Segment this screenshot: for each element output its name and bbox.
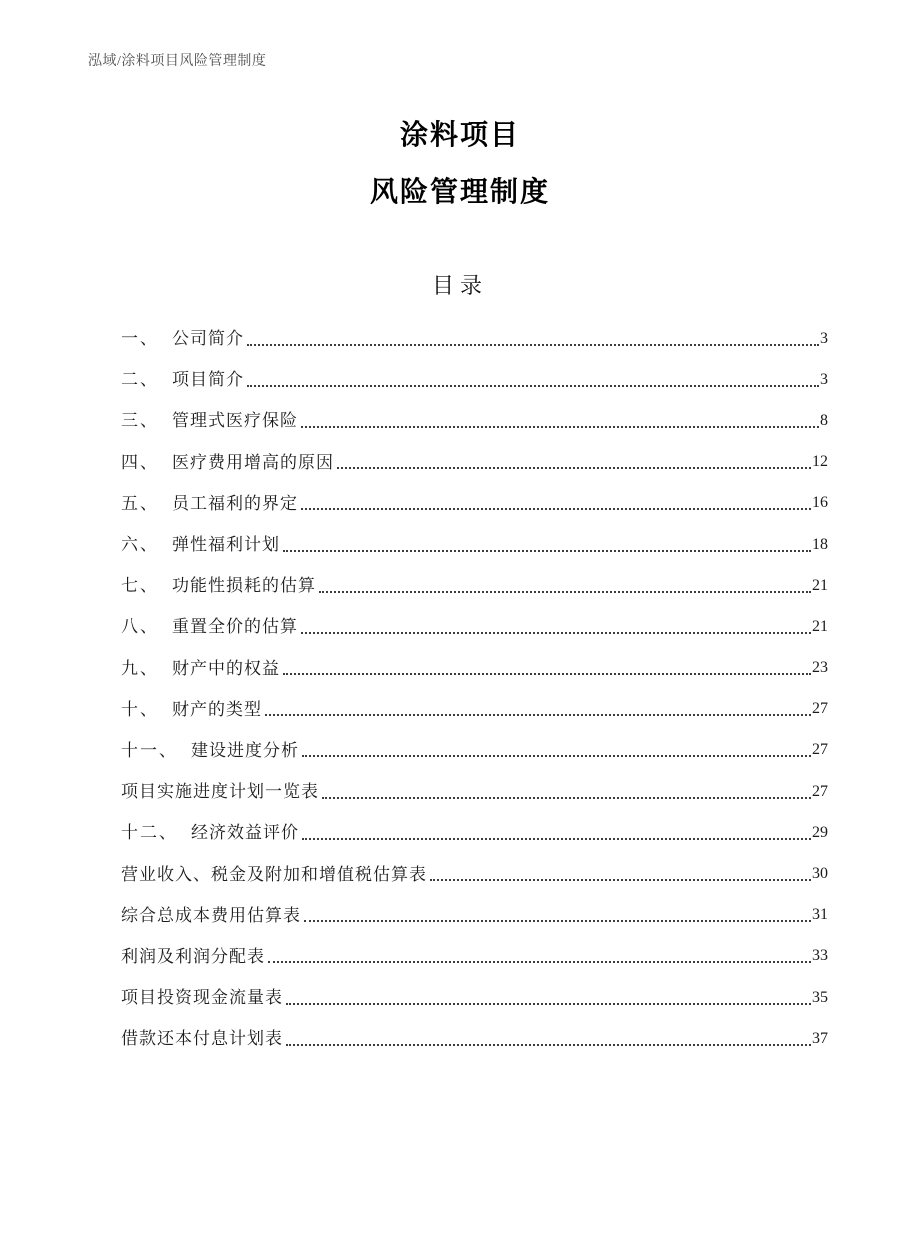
toc-leader-dots (283, 550, 811, 552)
toc-entry-number: 二、 (121, 370, 159, 390)
toc-entry-page: 16 (812, 494, 828, 512)
toc-entry-label: 公司简介 (172, 329, 244, 349)
toc-entry[interactable] (121, 936, 828, 977)
toc-leader-dots (265, 714, 811, 716)
toc-entry-number: 十二、 (121, 823, 178, 843)
toc-entry-page: 27 (812, 700, 828, 718)
toc-entry-page: 33 (812, 947, 828, 965)
toc-entry-page: 8 (820, 411, 828, 429)
toc-entry-label: 项目简介 (172, 370, 244, 390)
toc-entry[interactable] (121, 771, 828, 812)
toc-entry[interactable] (121, 977, 828, 1018)
toc-entry-page: 27 (812, 741, 828, 759)
toc-entry-label: 功能性损耗的估算 (172, 576, 316, 596)
toc-entry[interactable] (121, 853, 828, 894)
toc-leader-dots (247, 385, 819, 387)
toc-entry-page: 12 (812, 453, 828, 471)
toc-entry-label: 财产的类型 (172, 699, 262, 719)
toc-leader-dots (430, 879, 811, 881)
toc-entry-label: 综合总成本费用估算表 (121, 905, 301, 925)
toc-entry-number: 九、 (121, 658, 159, 678)
toc-entry[interactable] (121, 895, 828, 936)
toc-entry[interactable] (121, 400, 828, 441)
toc-entry-label: 利润及利润分配表 (121, 946, 265, 966)
toc-title: 目录 (431, 273, 488, 298)
document-title-line1: 涂料项目 (399, 119, 520, 150)
toc-entry[interactable] (121, 318, 828, 359)
toc-entry-page: 21 (812, 576, 828, 594)
toc-entry-page: 29 (812, 823, 828, 841)
toc-entry-label: 项目实施进度计划一览表 (121, 782, 319, 802)
toc-leader-dots (301, 508, 811, 510)
toc-entry[interactable] (121, 648, 828, 689)
toc-entry[interactable] (121, 689, 828, 730)
toc-entry-number: 七、 (121, 576, 159, 596)
toc-entry-number: 十、 (121, 699, 159, 719)
toc-entry-page: 23 (812, 659, 828, 677)
toc-entry-label: 重置全价的估算 (172, 617, 298, 637)
toc-entry[interactable] (121, 524, 828, 565)
toc-entry-page: 27 (812, 782, 828, 800)
toc-entry[interactable] (121, 606, 828, 647)
document-header: 泓域/涂料项目风险管理制度 (88, 54, 267, 69)
toc-entry[interactable] (121, 812, 828, 853)
toc-entry-label: 弹性福利计划 (172, 535, 280, 555)
toc-entry-label: 建设进度分析 (191, 740, 299, 760)
toc-entry-number: 四、 (121, 452, 159, 472)
table-of-contents (121, 318, 828, 1059)
toc-leader-dots (322, 797, 811, 799)
toc-leader-dots (301, 426, 819, 428)
toc-entry-number: 八、 (121, 617, 159, 637)
toc-entry-number: 一、 (121, 329, 159, 349)
toc-leader-dots (302, 838, 811, 840)
toc-leader-dots (302, 755, 811, 757)
toc-entry-number: 十一、 (121, 740, 178, 760)
toc-entry[interactable] (121, 442, 828, 483)
toc-leader-dots (286, 1003, 811, 1005)
toc-entry-number: 五、 (121, 493, 159, 513)
toc-leader-dots (319, 591, 811, 593)
toc-leader-dots (304, 920, 811, 922)
toc-entry-label: 员工福利的界定 (172, 493, 298, 513)
toc-entry-label: 项目投资现金流量表 (121, 988, 283, 1008)
toc-entry-label: 财产中的权益 (172, 658, 280, 678)
toc-leader-dots (268, 961, 811, 963)
toc-leader-dots (247, 344, 819, 346)
toc-entry-label: 营业收入、税金及附加和增值税估算表 (121, 864, 427, 884)
toc-entry-page: 3 (820, 329, 828, 347)
toc-entry-page: 31 (812, 906, 828, 924)
toc-entry-page: 21 (812, 617, 828, 635)
document-title-line2: 风险管理制度 (369, 176, 550, 207)
toc-leader-dots (337, 467, 811, 469)
toc-entry-label: 借款还本付息计划表 (121, 1029, 283, 1049)
toc-entry-page: 37 (812, 1029, 828, 1047)
toc-entry[interactable] (121, 1018, 828, 1059)
toc-entry[interactable] (121, 359, 828, 400)
toc-leader-dots (283, 673, 811, 675)
toc-entry-label: 管理式医疗保险 (172, 411, 298, 431)
toc-entry[interactable] (121, 483, 828, 524)
toc-entry[interactable] (121, 565, 828, 606)
toc-entry[interactable] (121, 730, 828, 771)
toc-leader-dots (286, 1044, 811, 1046)
toc-entry-label: 经济效益评价 (191, 823, 299, 843)
toc-entry-page: 30 (812, 865, 828, 883)
toc-entry-page: 3 (820, 370, 828, 388)
document-page (0, 55, 920, 1246)
toc-entry-label: 医疗费用增高的原因 (172, 452, 334, 472)
toc-entry-number: 六、 (121, 535, 159, 555)
toc-entry-number: 三、 (121, 411, 159, 431)
toc-entry-page: 35 (812, 988, 828, 1006)
toc-leader-dots (301, 632, 811, 634)
toc-entry-page: 18 (812, 535, 828, 553)
